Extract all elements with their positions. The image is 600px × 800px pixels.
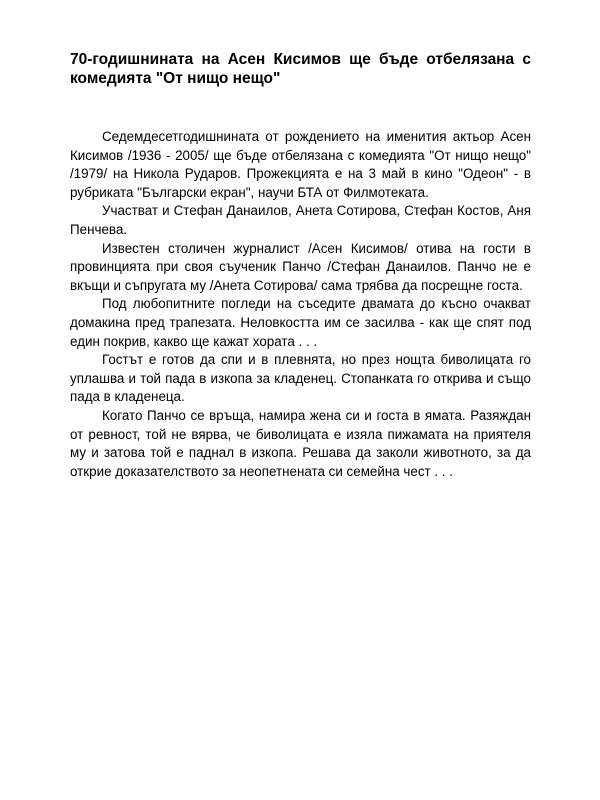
paragraph-cast: Участват и Стефан Данаилов, Анета Сотирова, Стефан Костов, Аня Пенчева. bbox=[70, 203, 531, 237]
paragraph-plot-well: Гостът е готов да спи и в плевнята, но през нощта биволицата го уплашва и той пада в изкопа за кладенец. Стопанката го открива и също пада в кладенеца. bbox=[70, 352, 531, 405]
paragraph-plot-neighbors: Под любопитните погледи на съседите двамата до късно очакват домакина пред трапезата. Неловкостта им се засилва - как ще спят под един покрив, какво ще кажат хората . . . bbox=[70, 296, 531, 349]
page-title: 70-годишнината на Асен Кисимов ще бъде отбелязана с комедията "От нищо нещо" bbox=[70, 51, 531, 87]
paragraph-plot-return: Когато Панчо се връща, намира жена си и госта в ямата. Разяждан от ревност, той не вярва, че биволицата е изяла пижамата на приятеля му и затова той е паднал в изкопа. Решава да заколи животното, за да открие доказателството за неопетнената си семейна чест . . . bbox=[70, 407, 531, 479]
paragraph-plot-visit: Известен столичен журналист /Асен Кисимов/ отива на гости в провинцията при своя съученик Панчо /Стефан Данаилов. Панчо не е вкъщи и съпругата му /Анета Сотирова/ сама трябва да посрещне госта. bbox=[70, 240, 531, 293]
article-body bbox=[70, 128, 531, 481]
document-page bbox=[70, 50, 531, 481]
paragraph-anniversary: Седемдесетгодишнината от рождението на именития актьор Асен Кисимов /1936 - 2005/ ще бъде отбелязана с комедията "От нищо нещо" /1979/ на Никола Рударов. Прожекцията е на 3 май в кино "Одеон" - в рубриката "Български екран", научи БТА от Филмотеката. bbox=[70, 129, 531, 200]
